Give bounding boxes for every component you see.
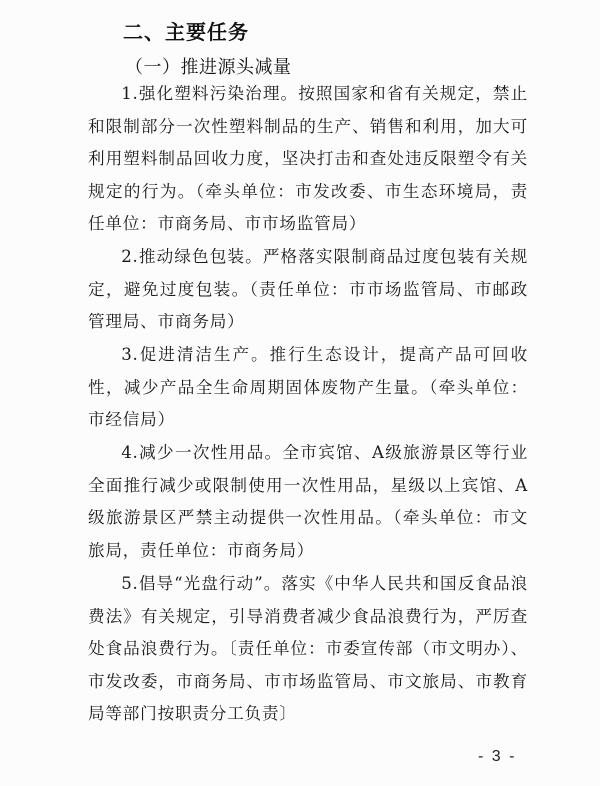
task-paragraph-3: 3.促进清洁生产。推行生态设计，提高产品可回收性，减少产品全生命周期固体废物产生量。（牵头单位：市经信局）	[88, 345, 528, 430]
subsection-heading: （一）推进源头减量	[125, 57, 292, 78]
task-paragraph-2: 2.推动绿色包装。严格落实限制商品过度包装有关规定，避免过度包装。（责任单位：市市场监管局、市邮政管理局、市商务局）	[88, 247, 528, 332]
page-number: - 3 -	[478, 748, 517, 765]
section-heading: 二、主要任务	[123, 20, 249, 44]
task-paragraph-4: 4.减少一次性用品。全市宾馆、A级旅游景区等行业全面推行减少或限制使用一次性用品，星级以上宾馆、A级旅游景区严禁主动提供一次性用品。（牵头单位：市文旅局，责任单位：市商务局）	[88, 443, 528, 560]
task-paragraph-1: 1.强化塑料污染治理。按照国家和省有关规定，禁止和限制部分一次性塑料制品的生产、销售和利用，加大可利用塑料制品回收力度，坚决打击和查处违反限塑令有关规定的行为。（牵头单位：市发改委、市生态环境局，责任单位：市商务局、市市场监管局）	[88, 84, 528, 234]
task-paragraph-5: 5.倡导“光盘行动”。落实《中华人民共和国反食品浪费法》有关规定，引导消费者减少食品浪费行为，严厉查处食品浪费行为。〔责任单位：市委宣传部（市文明办）、市发改委，市商务局、市市场监管局、市文旅局、市教育局等部门按职责分工负责〕	[88, 574, 528, 724]
